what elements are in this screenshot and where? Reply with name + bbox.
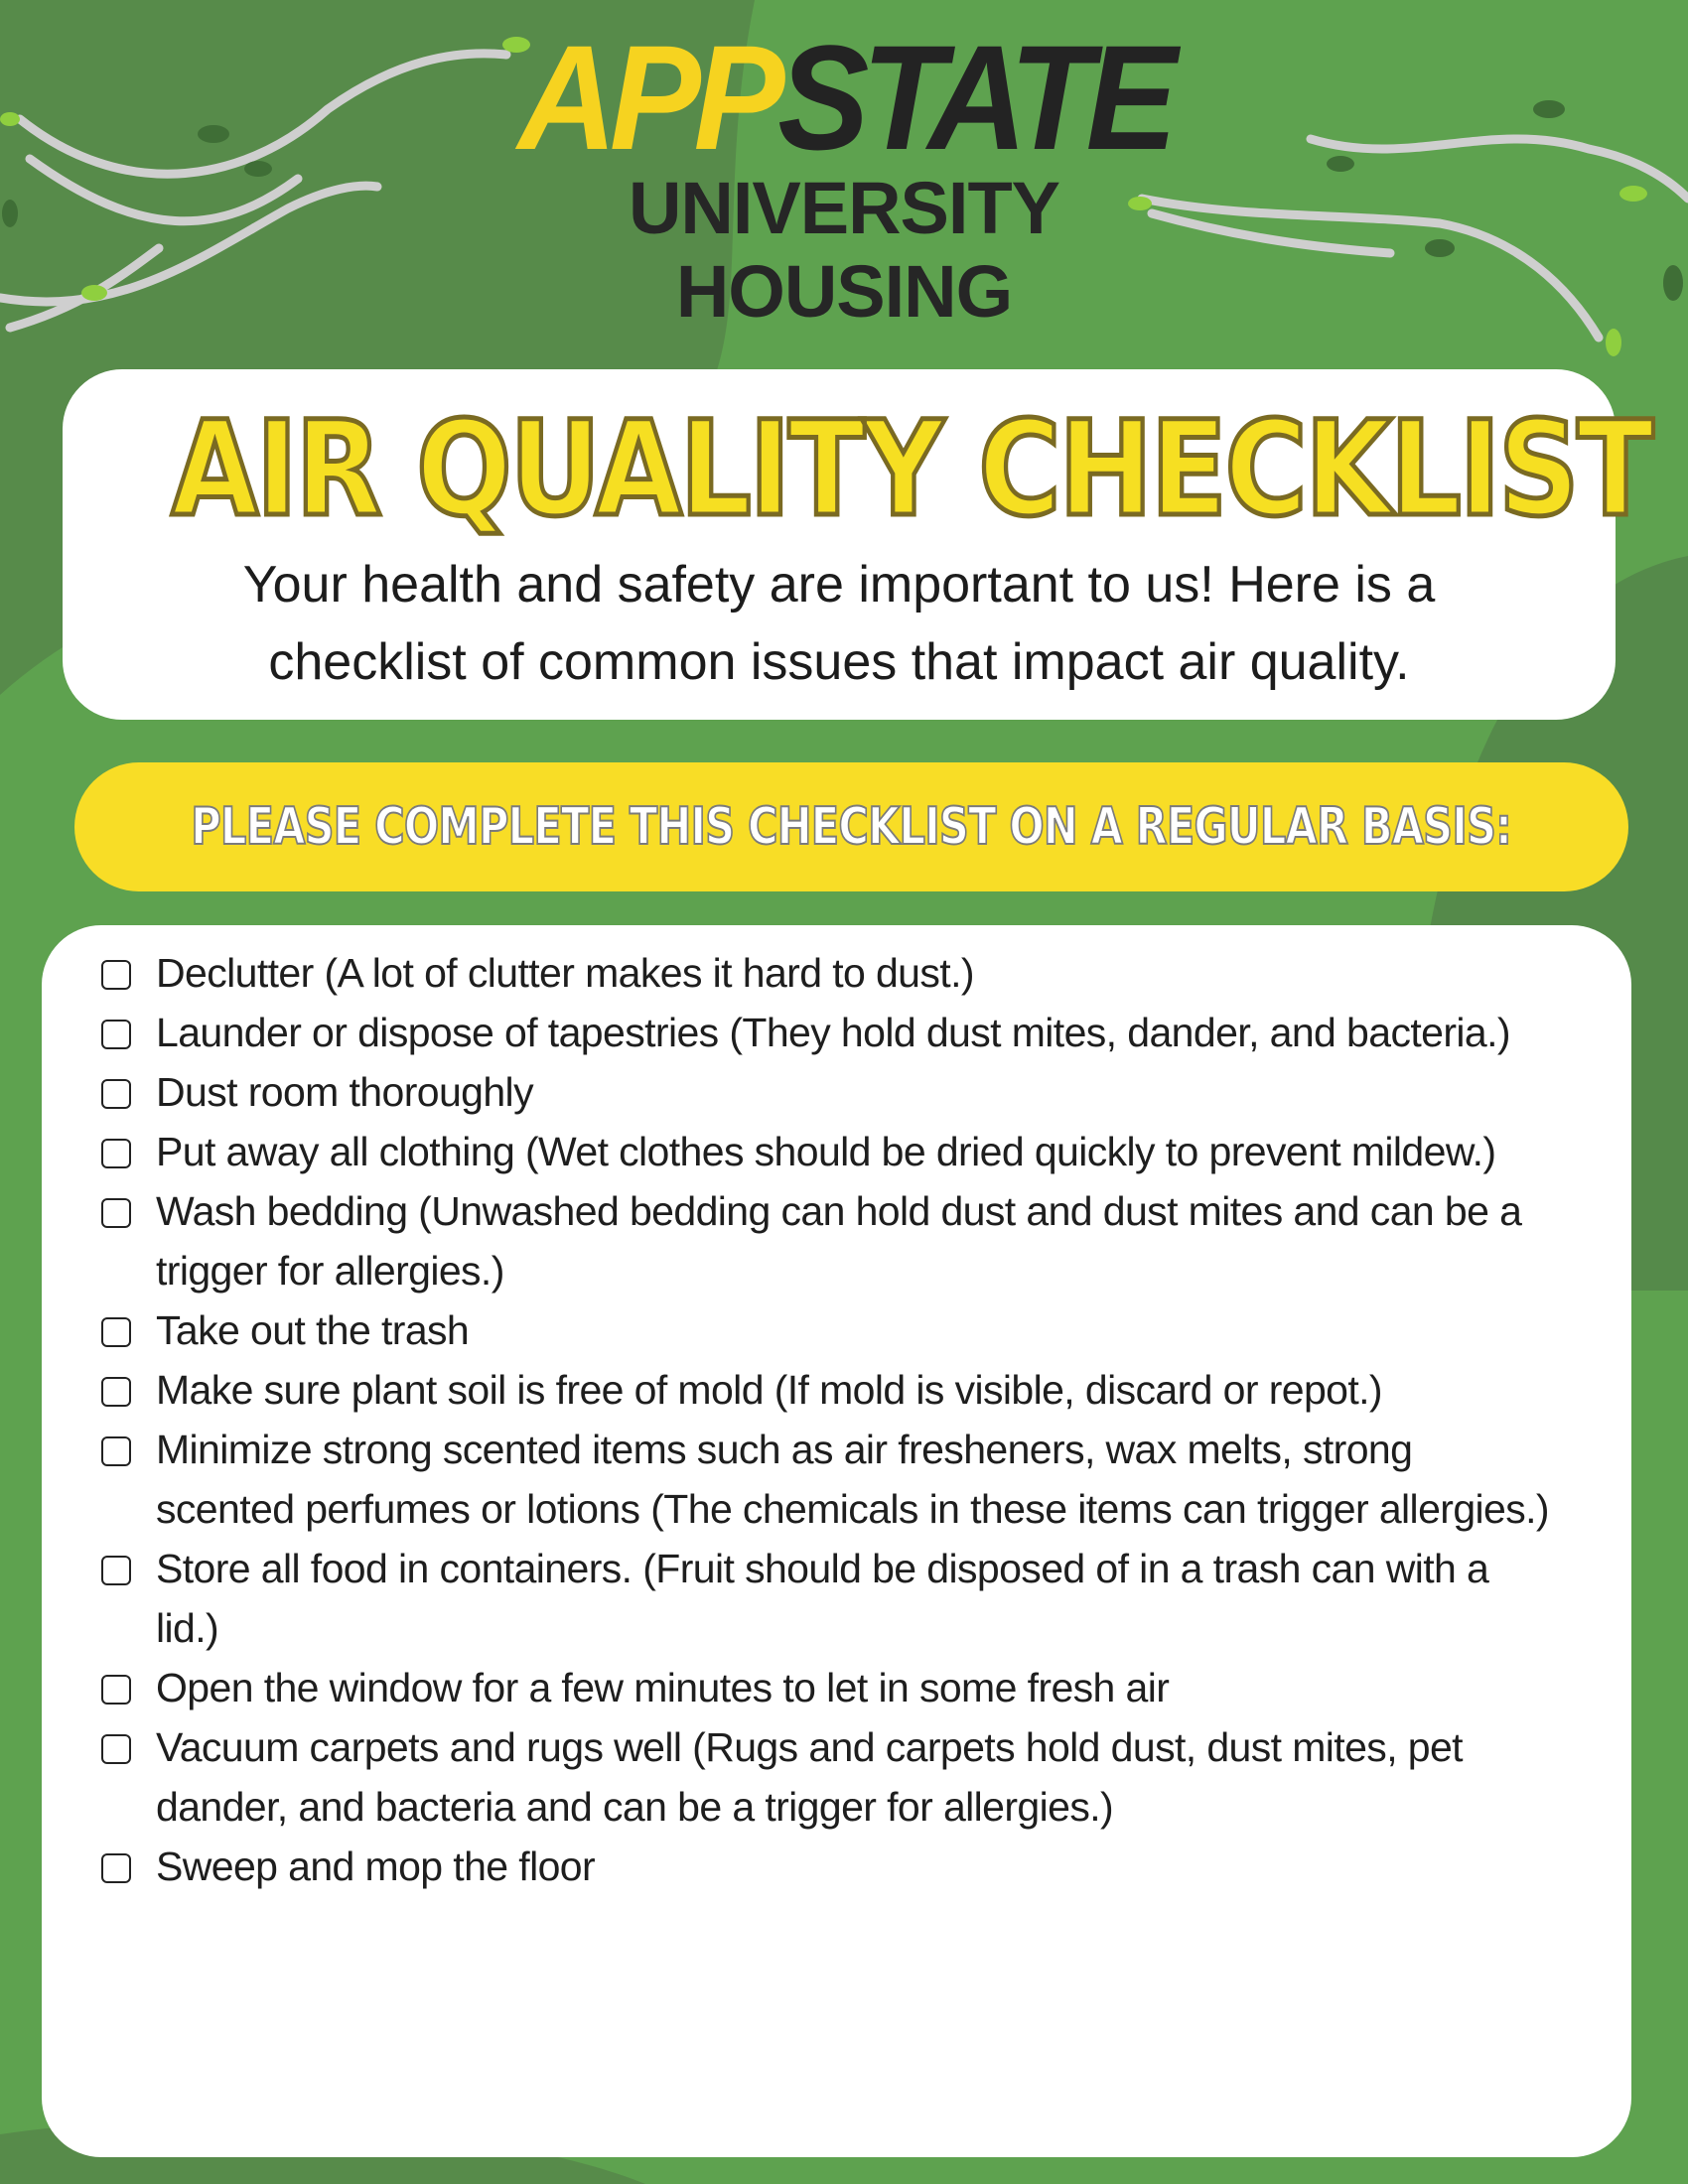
- checklist-item: [101, 1122, 1551, 1181]
- checklist-item: [101, 1658, 1551, 1717]
- logo-university: UNIVERSITY: [628, 167, 1060, 249]
- logo-app: APP: [517, 14, 778, 181]
- checklist-item: [101, 1181, 1551, 1300]
- checklist-item-text: Make sure plant soil is free of mold (If mold is visible, discard or repot.): [156, 1367, 1382, 1413]
- checklist-item-text: Launder or dispose of tapestries (They hold dust mites, dander, and bacteria.): [156, 1010, 1510, 1055]
- checklist-item: [101, 1420, 1551, 1539]
- checkbox[interactable]: [101, 1377, 131, 1407]
- checkbox[interactable]: [101, 1139, 131, 1168]
- intro-card: [63, 369, 1652, 720]
- checklist-item-text: Declutter (A lot of clutter makes it hard to dust.): [156, 950, 974, 996]
- checklist-item-text: Dust room thoroughly: [156, 1069, 533, 1115]
- checkbox[interactable]: [101, 1198, 131, 1228]
- checklist-item-text: Wash bedding (Unwashed bedding can hold dust and dust mites and can be a trigger for allergies.): [156, 1188, 1522, 1294]
- checklist-item-text: Sweep and mop the floor: [156, 1843, 596, 1889]
- checklist-item-text: Vacuum carpets and rugs well (Rugs and carpets hold dust, dust mites, pet dander, and bacteria and can be a trigger for allergies.): [156, 1724, 1463, 1830]
- checkbox[interactable]: [101, 1734, 131, 1764]
- checkbox[interactable]: [101, 1675, 131, 1705]
- checkbox[interactable]: [101, 1079, 131, 1109]
- checkbox[interactable]: [101, 1436, 131, 1466]
- checkbox[interactable]: [101, 1853, 131, 1883]
- checklist-item: [101, 1003, 1551, 1062]
- checklist-item-text: Store all food in containers. (Fruit should be disposed of in a trash can with a lid.): [156, 1546, 1489, 1651]
- logo-housing: HOUSING: [675, 250, 1013, 333]
- checkbox[interactable]: [101, 1556, 131, 1585]
- checklist-item: [101, 943, 1551, 1003]
- checklist-item: [101, 1360, 1551, 1420]
- checkbox[interactable]: [101, 1317, 131, 1347]
- checklist-item: [101, 1717, 1551, 1837]
- checklist-item: [101, 1300, 1551, 1360]
- checkbox[interactable]: [101, 1020, 131, 1049]
- logo-state: STATE: [777, 14, 1171, 181]
- checklist-item: [101, 1539, 1551, 1658]
- checklist-item-text: Put away all clothing (Wet clothes should be dried quickly to prevent mildew.): [156, 1129, 1496, 1174]
- checklist-item: [101, 1837, 1551, 1896]
- page-title: AIR QUALITY CHECKLIST: [171, 393, 1652, 546]
- intro-text: Your health and safety are important to us! Here is a checklist of common issues that impact air quality.: [242, 556, 1436, 691]
- checklist-card: [42, 925, 1631, 2157]
- instruction-text: PLEASE COMPLETE THIS CHECKLIST ON A REGULAR BASIS:: [191, 797, 1512, 857]
- checklist-item-text: Open the window for a few minutes to let in some fresh air: [156, 1665, 1170, 1710]
- checklist-item-text: Take out the trash: [156, 1307, 470, 1353]
- checklist: [101, 943, 1551, 1896]
- instruction-banner: [74, 762, 1628, 891]
- appstate-logo: [0, 14, 1688, 334]
- checkbox[interactable]: [101, 960, 131, 990]
- checklist-item-text: Minimize strong scented items such as air fresheners, wax melts, strong scented perfumes or lotions (The chemicals in these items can trigger allergies.): [156, 1427, 1549, 1532]
- checklist-item: [101, 1062, 1551, 1122]
